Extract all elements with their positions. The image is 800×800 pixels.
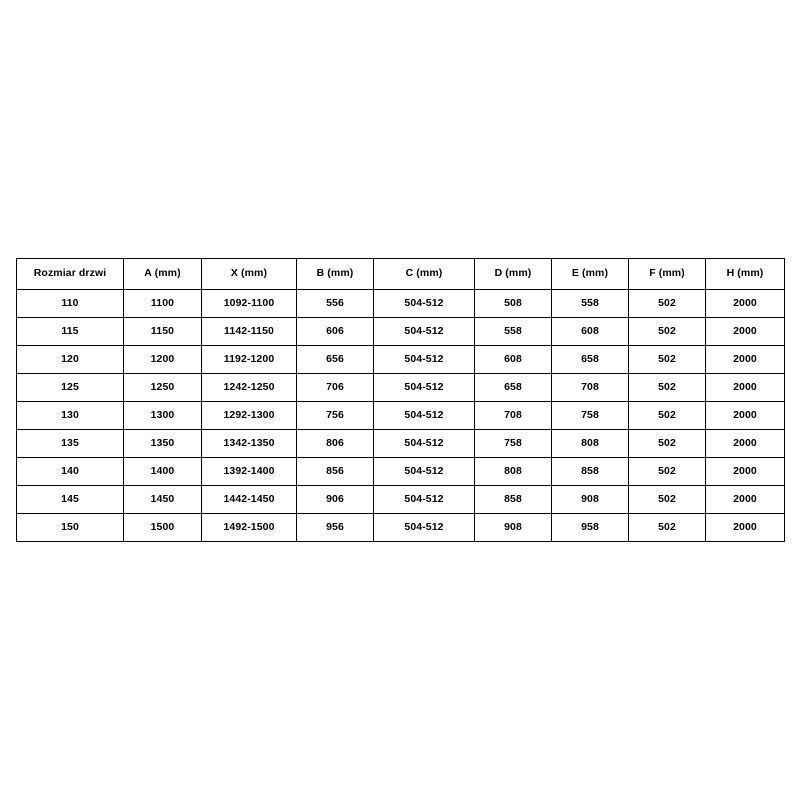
cell-x: 1192-1200 xyxy=(202,346,297,374)
cell-d: 658 xyxy=(475,374,552,402)
cell-c: 504-512 xyxy=(374,486,475,514)
column-header-f: F (mm) xyxy=(629,259,706,290)
cell-h: 2000 xyxy=(706,318,785,346)
cell-x: 1092-1100 xyxy=(202,290,297,318)
cell-a: 1500 xyxy=(124,514,202,542)
cell-door-size: 115 xyxy=(17,318,124,346)
cell-d: 758 xyxy=(475,430,552,458)
cell-f: 502 xyxy=(629,430,706,458)
cell-h: 2000 xyxy=(706,486,785,514)
cell-c: 504-512 xyxy=(374,346,475,374)
column-header-x: X (mm) xyxy=(202,259,297,290)
cell-c: 504-512 xyxy=(374,458,475,486)
cell-door-size: 135 xyxy=(17,430,124,458)
table-row xyxy=(17,346,785,374)
cell-a: 1250 xyxy=(124,374,202,402)
cell-b: 706 xyxy=(297,374,374,402)
cell-h: 2000 xyxy=(706,290,785,318)
specification-table-container xyxy=(16,258,784,542)
cell-e: 758 xyxy=(552,402,629,430)
cell-f: 502 xyxy=(629,402,706,430)
cell-f: 502 xyxy=(629,318,706,346)
cell-h: 2000 xyxy=(706,514,785,542)
cell-x: 1492-1500 xyxy=(202,514,297,542)
cell-x: 1292-1300 xyxy=(202,402,297,430)
table-body xyxy=(17,290,785,542)
cell-a: 1400 xyxy=(124,458,202,486)
cell-a: 1200 xyxy=(124,346,202,374)
column-header-door-size: Rozmiar drzwi xyxy=(17,259,124,290)
cell-b: 856 xyxy=(297,458,374,486)
cell-h: 2000 xyxy=(706,430,785,458)
cell-h: 2000 xyxy=(706,346,785,374)
column-header-b: B (mm) xyxy=(297,259,374,290)
cell-d: 708 xyxy=(475,402,552,430)
cell-c: 504-512 xyxy=(374,290,475,318)
cell-d: 508 xyxy=(475,290,552,318)
column-header-a: A (mm) xyxy=(124,259,202,290)
cell-b: 656 xyxy=(297,346,374,374)
table-row xyxy=(17,374,785,402)
cell-x: 1242-1250 xyxy=(202,374,297,402)
cell-e: 558 xyxy=(552,290,629,318)
table-row xyxy=(17,430,785,458)
cell-a: 1350 xyxy=(124,430,202,458)
table-row xyxy=(17,486,785,514)
cell-e: 958 xyxy=(552,514,629,542)
table-row xyxy=(17,290,785,318)
cell-f: 502 xyxy=(629,458,706,486)
cell-c: 504-512 xyxy=(374,402,475,430)
cell-door-size: 130 xyxy=(17,402,124,430)
cell-f: 502 xyxy=(629,486,706,514)
cell-a: 1450 xyxy=(124,486,202,514)
cell-d: 908 xyxy=(475,514,552,542)
cell-door-size: 120 xyxy=(17,346,124,374)
column-header-d: D (mm) xyxy=(475,259,552,290)
cell-f: 502 xyxy=(629,290,706,318)
cell-c: 504-512 xyxy=(374,514,475,542)
cell-a: 1300 xyxy=(124,402,202,430)
cell-door-size: 150 xyxy=(17,514,124,542)
column-header-c: C (mm) xyxy=(374,259,475,290)
cell-e: 808 xyxy=(552,430,629,458)
cell-a: 1150 xyxy=(124,318,202,346)
cell-d: 608 xyxy=(475,346,552,374)
cell-b: 606 xyxy=(297,318,374,346)
table-header xyxy=(17,259,785,290)
cell-x: 1392-1400 xyxy=(202,458,297,486)
cell-door-size: 110 xyxy=(17,290,124,318)
cell-f: 502 xyxy=(629,346,706,374)
specification-table xyxy=(16,258,785,542)
cell-e: 858 xyxy=(552,458,629,486)
cell-b: 956 xyxy=(297,514,374,542)
cell-c: 504-512 xyxy=(374,318,475,346)
cell-x: 1442-1450 xyxy=(202,486,297,514)
cell-e: 658 xyxy=(552,346,629,374)
table-row xyxy=(17,514,785,542)
cell-b: 906 xyxy=(297,486,374,514)
table-row xyxy=(17,318,785,346)
cell-door-size: 125 xyxy=(17,374,124,402)
cell-b: 756 xyxy=(297,402,374,430)
cell-door-size: 140 xyxy=(17,458,124,486)
cell-c: 504-512 xyxy=(374,430,475,458)
cell-e: 608 xyxy=(552,318,629,346)
cell-h: 2000 xyxy=(706,458,785,486)
cell-c: 504-512 xyxy=(374,374,475,402)
table-row xyxy=(17,458,785,486)
cell-d: 858 xyxy=(475,486,552,514)
cell-f: 502 xyxy=(629,374,706,402)
cell-b: 806 xyxy=(297,430,374,458)
cell-e: 708 xyxy=(552,374,629,402)
cell-x: 1142-1150 xyxy=(202,318,297,346)
table-row xyxy=(17,402,785,430)
cell-x: 1342-1350 xyxy=(202,430,297,458)
cell-b: 556 xyxy=(297,290,374,318)
table-header-row xyxy=(17,259,785,290)
column-header-e: E (mm) xyxy=(552,259,629,290)
cell-h: 2000 xyxy=(706,374,785,402)
cell-f: 502 xyxy=(629,514,706,542)
cell-a: 1100 xyxy=(124,290,202,318)
cell-e: 908 xyxy=(552,486,629,514)
cell-h: 2000 xyxy=(706,402,785,430)
cell-d: 558 xyxy=(475,318,552,346)
column-header-h: H (mm) xyxy=(706,259,785,290)
cell-door-size: 145 xyxy=(17,486,124,514)
cell-d: 808 xyxy=(475,458,552,486)
